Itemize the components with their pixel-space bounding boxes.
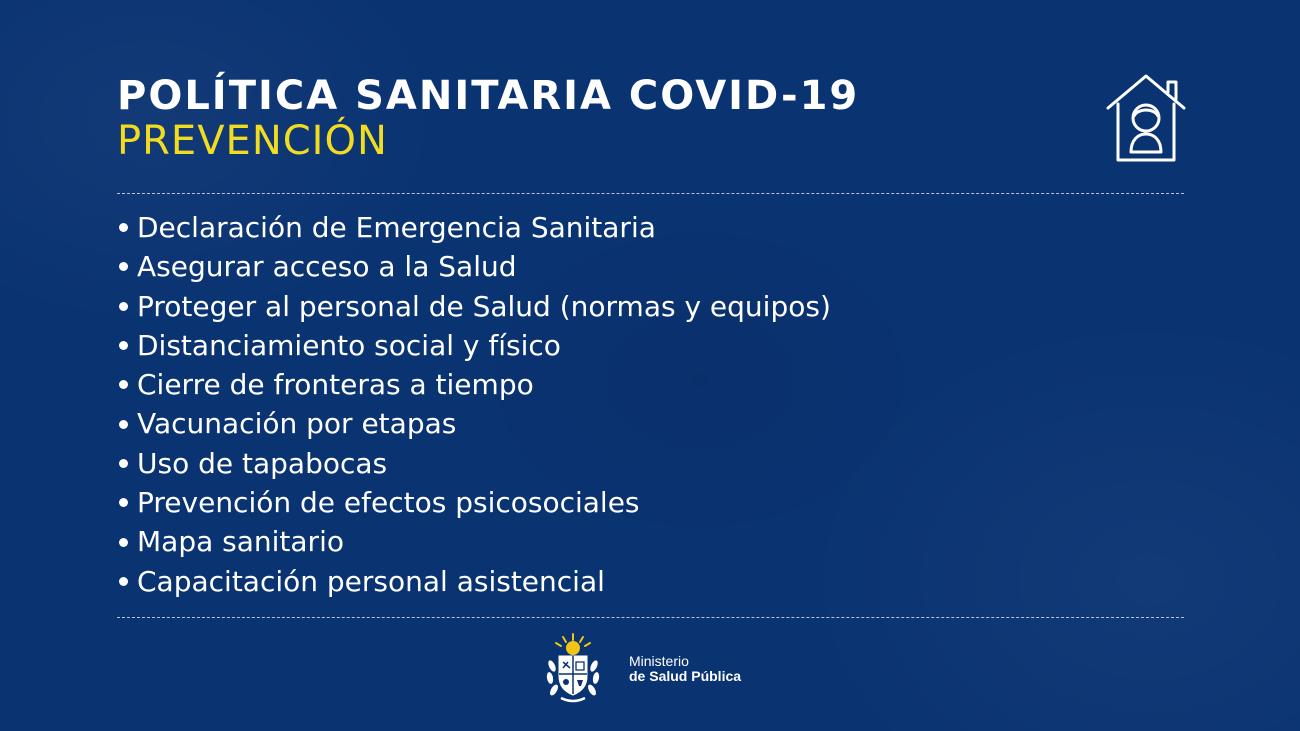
bullet [119, 498, 128, 507]
list-item [117, 562, 831, 601]
divider-bottom [117, 617, 1184, 618]
list-item-label: Asegurar acceso a la Salud [137, 250, 517, 284]
list-item-label: Cierre de fronteras a tiempo [137, 368, 534, 402]
list-item-label: Declaración de Emergencia Sanitaria [137, 211, 656, 244]
list-item [117, 326, 831, 365]
list-item-label: Distanciamiento social y físico [137, 328, 561, 362]
list-item [117, 522, 831, 561]
bullet [119, 262, 128, 271]
list-item-label: Capacitación personal asistencial [137, 564, 605, 598]
bullet [119, 380, 128, 389]
bullet [119, 420, 128, 429]
page-subtitle: PREVENCIÓN [117, 118, 388, 164]
divider-top [117, 193, 1184, 194]
bullet [119, 577, 128, 586]
list-item-label: Prevención de efectos psicosociales [137, 486, 640, 520]
list-item [117, 247, 831, 286]
list-item-label: Uso de tapabocas [137, 446, 388, 480]
bullet [119, 538, 128, 547]
ministry-line-2: de Salud Pública [629, 668, 742, 684]
prevention-list [117, 208, 831, 601]
list-item-label: Mapa sanitario [137, 525, 344, 559]
bullet [119, 302, 128, 311]
list-item-label: Vacunación por etapas [137, 407, 457, 441]
list-item [117, 483, 831, 522]
list-item [117, 208, 831, 247]
bullet [119, 223, 128, 232]
page-title: POLÍTICA SANITARIA COVID-19 [117, 73, 860, 119]
list-item [117, 404, 831, 443]
ministry-line-1: Ministerio [629, 653, 689, 669]
list-item-label: Proteger al personal de Salud (normas y equipos) [137, 289, 831, 323]
list-item [117, 444, 831, 483]
list-item [117, 287, 831, 326]
bullet [119, 341, 128, 350]
bullet [119, 459, 128, 468]
list-item [117, 365, 831, 404]
ministry-name [629, 654, 741, 684]
coat-of-arms-icon [541, 632, 605, 706]
house-person-icon [1104, 72, 1188, 164]
